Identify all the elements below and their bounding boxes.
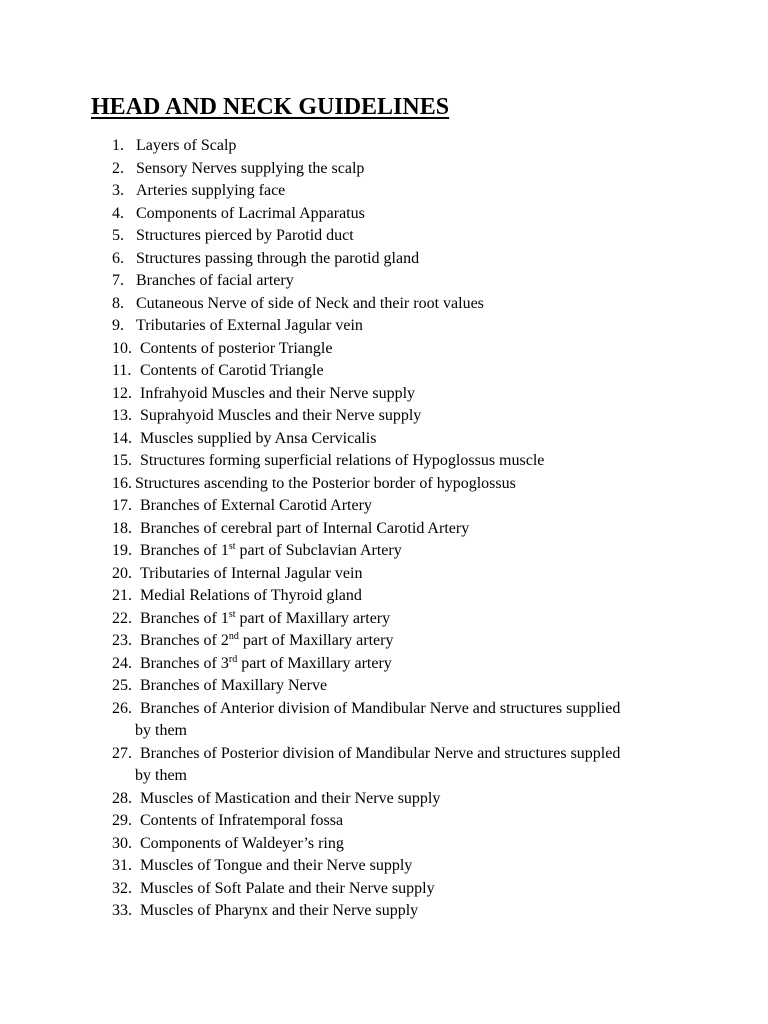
list-item (0, 450, 768, 473)
list-item (0, 810, 768, 833)
item-text: Muscles supplied by Ansa Cervicalis (140, 429, 377, 447)
item-text-continuation: by them (135, 722, 187, 739)
guideline-list (0, 135, 768, 923)
list-item (0, 653, 768, 676)
item-text-continuation: by them (135, 767, 187, 784)
item-number: 1. (112, 137, 124, 154)
item-text: Tributaries of External Jagular vein (136, 317, 363, 334)
ordinal-suffix: rd (228, 653, 238, 665)
list-item (0, 833, 768, 856)
item-number: 17. (112, 497, 132, 514)
item-number: 27. (112, 744, 132, 762)
item-text: Structures ascending to the Posterior border of hypoglossus (135, 474, 516, 492)
item-number: 21. (112, 587, 132, 604)
list-item (0, 405, 768, 428)
item-number: 5. (112, 227, 124, 244)
item-text-start: Branches of 1 (140, 609, 229, 627)
list-item (0, 180, 768, 203)
item-number: 32. (112, 879, 132, 897)
list-item (0, 383, 768, 406)
item-text (140, 630, 393, 653)
list-item (0, 540, 768, 563)
item-text: Components of Waldeyer’s ring (140, 834, 344, 852)
item-text: Structures forming superficial relations of Hypoglossus muscle (140, 452, 545, 469)
item-text: Muscles of Tongue and their Nerve supply (140, 857, 413, 874)
item-text: Branches of External Carotid Artery (140, 497, 372, 514)
item-text: Branches of cerebral part of Internal Carotid Artery (140, 519, 470, 537)
item-text-end: part of Subclavian Artery (235, 542, 402, 559)
page-title: HEAD AND NECK GUIDELINES (91, 94, 450, 120)
ordinal-suffix: nd (228, 631, 239, 642)
list-item (0, 473, 768, 496)
item-number: 31. (112, 857, 132, 874)
item-number: 26. (112, 699, 132, 717)
list-item (0, 518, 768, 541)
item-text: Branches of Maxillary Nerve (140, 677, 328, 694)
item-number: 3. (112, 182, 124, 199)
list-item (0, 675, 768, 698)
item-text: Contents of posterior Triangle (140, 339, 333, 357)
ordinal-suffix: st (228, 608, 236, 620)
item-number: 18. (112, 519, 132, 537)
item-number: 14. (112, 429, 132, 447)
item-text: Infrahyoid Muscles and their Nerve supply (140, 384, 416, 402)
item-number: 11. (112, 362, 132, 379)
list-item (0, 360, 768, 383)
list-item (0, 315, 768, 338)
list-item (0, 248, 768, 271)
item-number: 22. (112, 609, 132, 627)
item-text: Branches of Anterior division of Mandibular Nerve and structures supplied (140, 699, 621, 717)
item-text (140, 608, 390, 631)
item-number: 25. (112, 677, 132, 694)
item-text: Arteries supplying face (136, 182, 286, 199)
list-item (0, 135, 768, 158)
item-number: 6. (112, 249, 124, 267)
item-number: 13. (112, 407, 132, 424)
item-number: 28. (112, 789, 132, 807)
item-number: 10. (112, 339, 132, 357)
list-item (0, 158, 768, 181)
item-number: 29. (112, 812, 132, 829)
ordinal-suffix: st (228, 541, 236, 552)
item-text (140, 653, 392, 676)
item-text-end: part of Maxillary artery (237, 654, 392, 672)
item-number: 23. (112, 632, 132, 649)
item-text: Muscles of Soft Palate and their Nerve supply (140, 879, 435, 897)
list-item (0, 293, 768, 316)
item-text: Tributaries of Internal Jagular vein (140, 564, 363, 582)
item-number: 4. (112, 204, 124, 222)
item-number: 19. (112, 542, 132, 559)
item-text: Branches of Posterior division of Mandibular Nerve and structures suppled (140, 744, 621, 762)
item-number: 30. (112, 834, 132, 852)
item-text: Branches of facial artery (136, 272, 294, 289)
list-item (0, 743, 768, 788)
list-item (0, 428, 768, 451)
item-number: 33. (112, 902, 132, 919)
item-text: Cutaneous Nerve of side of Neck and their root values (136, 294, 484, 312)
item-text (140, 540, 402, 563)
list-item (0, 698, 768, 743)
item-number: 20. (112, 564, 132, 582)
item-text: Contents of Infratemporal fossa (140, 812, 344, 829)
item-text: Muscles of Pharynx and their Nerve supply (140, 902, 419, 919)
list-item (0, 788, 768, 811)
list-item (0, 900, 768, 923)
list-item (0, 225, 768, 248)
item-number: 9. (112, 317, 124, 334)
list-item (0, 855, 768, 878)
list-item (0, 878, 768, 901)
list-item (0, 203, 768, 226)
item-number: 15. (112, 452, 132, 469)
item-text: Structures pierced by Parotid duct (136, 227, 354, 244)
item-text-end: part of Maxillary artery (238, 632, 394, 649)
list-item (0, 630, 768, 653)
list-item (0, 608, 768, 631)
list-item (0, 270, 768, 293)
item-text: Components of Lacrimal Apparatus (136, 204, 365, 222)
item-text-start: Branches of 2 (140, 632, 229, 649)
item-number: 12. (112, 384, 132, 402)
item-text: Sensory Nerves supplying the scalp (136, 159, 365, 177)
item-number: 7. (112, 272, 124, 289)
item-text: Suprahyoid Muscles and their Nerve supply (140, 407, 422, 424)
item-text: Layers of Scalp (136, 137, 237, 154)
item-text: Medial Relations of Thyroid gland (140, 587, 362, 604)
item-number: 8. (112, 294, 124, 312)
list-item (0, 585, 768, 608)
item-text-start: Branches of 3 (140, 654, 229, 672)
item-text: Muscles of Mastication and their Nerve supply (140, 789, 441, 807)
item-number: 2. (112, 159, 124, 177)
item-text: Contents of Carotid Triangle (140, 362, 324, 379)
item-number: 24. (112, 654, 132, 672)
item-text-end: part of Maxillary artery (235, 609, 391, 627)
list-item (0, 338, 768, 361)
list-item (0, 495, 768, 518)
item-text: Structures passing through the parotid gland (136, 249, 420, 267)
item-number: 16. (112, 474, 132, 492)
list-item (0, 563, 768, 586)
item-text-start: Branches of 1 (140, 542, 229, 559)
